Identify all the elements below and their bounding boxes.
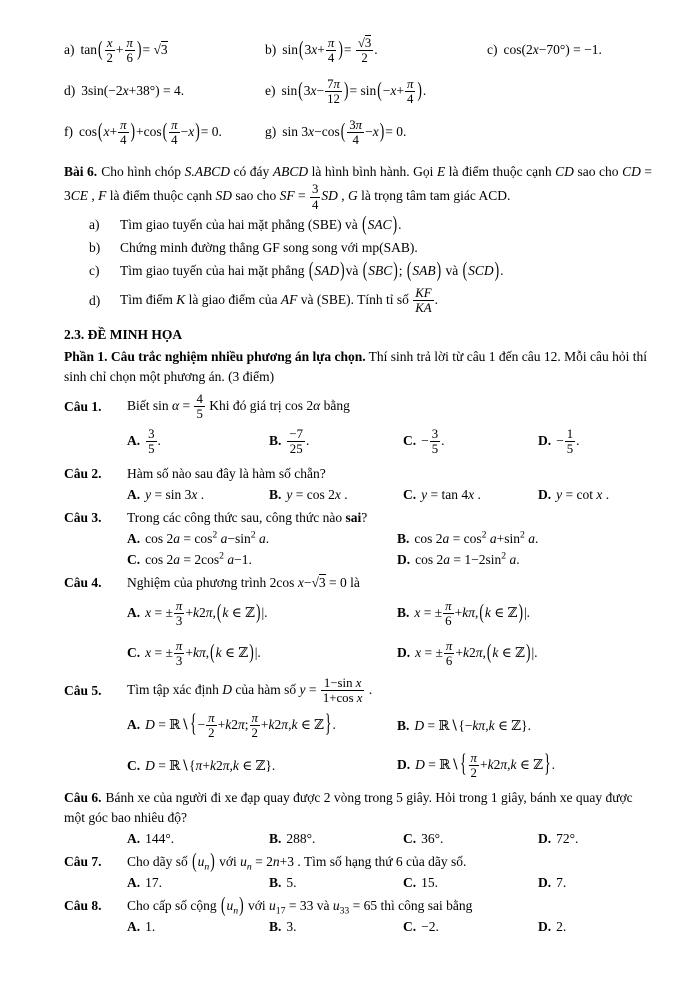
- option-value: $\frac{-7}{25}$ .: [289, 426, 310, 457]
- section-heading: 2.3. ĐỀ MINH HỌA: [64, 326, 183, 342]
- question-label: Câu 7.: [64, 853, 102, 869]
- subitem-label: b): [89, 240, 101, 256]
- option: [538, 427, 652, 457]
- option: [397, 599, 652, 629]
- equation-item: [265, 118, 487, 148]
- option-value: D = ℝ∖{−kπ,k ∈ ℤ}.: [414, 717, 532, 733]
- question: [64, 676, 652, 786]
- statement-text: Biết sin α = $\frac{4}{5}$ Khi đó giá trị cos 2α bằng: [127, 391, 350, 422]
- questions-section: [64, 392, 652, 938]
- option-label: B.: [269, 487, 282, 503]
- option: [269, 873, 403, 893]
- option-label: A.: [127, 830, 141, 846]
- option-label: A.: [127, 604, 141, 620]
- equation-row: [64, 112, 652, 153]
- equation-math: 3sin(−2x+38°) = 4.: [81, 83, 185, 99]
- option-value: 36°.: [421, 830, 444, 846]
- equation-label: c): [487, 42, 498, 58]
- option-value: 17.: [145, 874, 162, 890]
- option-label: C.: [403, 874, 417, 890]
- equation-row: [64, 71, 652, 112]
- option-label: D.: [538, 432, 552, 448]
- part-title: Phần 1. Câu trắc nghiệm nhiều phương án lựa chọn.: [64, 349, 366, 365]
- exercise-subitem: [64, 257, 652, 283]
- part-paragraph: [64, 347, 652, 388]
- option: [269, 917, 403, 937]
- option-value: $\cos 2a = 1-2\sin^2$ a.: [415, 550, 520, 568]
- equation-math: sin(3x+ $\frac{\pi}{4}$ )= $\frac{√3}{2}$ .: [282, 35, 378, 65]
- option: [127, 550, 397, 570]
- option-value: x = ± $\frac{\pi}{3}$ +kπ,(k ∈ ℤ)|.: [145, 638, 261, 669]
- question-statement: [64, 788, 652, 829]
- options-row: [64, 872, 652, 893]
- equation-item: [487, 40, 652, 60]
- options-row: [64, 594, 652, 634]
- subitem-label: d): [89, 292, 101, 308]
- option-value: − $\frac{1}{5}$ .: [556, 426, 580, 457]
- exercise-subitem: [64, 283, 652, 319]
- exercise6-text: Cho hình chóp S.ABCD có đáy ABCD là hình bình hành. Gọi E là điểm thuộc cạnh CD sao cho CD = 3CE , F là điểm thuộc cạnh SD sao cho SF = $\frac{3}{4}$ SD , G là trọng tâm tam giác ACD.: [64, 164, 652, 212]
- option-label: C.: [403, 830, 417, 846]
- option-label: C.: [127, 644, 141, 660]
- equation-row: [64, 30, 652, 71]
- statement-text: Cho cấp số cộng $(u_n)$ với $u_{17} = 33$ và $u_{33} = 65$ thì công sai bằng: [127, 891, 473, 917]
- option-value: 7.: [556, 874, 567, 890]
- options-row: [64, 422, 652, 462]
- option: [127, 873, 269, 893]
- options-row: [64, 746, 652, 786]
- option: [127, 599, 397, 629]
- question-label: Câu 1.: [64, 398, 102, 414]
- question: [64, 508, 652, 571]
- question-statement: [64, 676, 652, 706]
- option: [269, 485, 403, 505]
- option: [403, 873, 538, 893]
- equation-item: [265, 36, 487, 66]
- question-statement: [64, 847, 652, 873]
- option: [127, 529, 397, 549]
- options-row: [64, 828, 652, 849]
- option: [397, 748, 652, 781]
- option-value: 2.: [556, 918, 567, 934]
- option: [127, 427, 269, 457]
- question: [64, 573, 652, 674]
- equation-math: tan( $\frac{x}{2}$ + $\frac{\pi}{6}$ )= √3: [80, 35, 168, 65]
- option-value: 3.: [286, 918, 297, 934]
- option-value: y = tan 4x .: [421, 487, 481, 503]
- options-row: [64, 485, 652, 506]
- option-label: C.: [403, 918, 417, 934]
- option-value: 288°.: [286, 830, 316, 846]
- question-label: Câu 8.: [64, 897, 102, 913]
- option-label: D.: [538, 918, 552, 934]
- option-value: x = ± $\frac{\pi}{3}$ +k2π,(k ∈ ℤ)|.: [145, 598, 268, 629]
- subitem-text: Tìm điểm K là giao điểm của AF và (SBE). Tính tỉ số $\frac{KF}{KA}$ .: [120, 286, 438, 316]
- option-value: y = sin 3x .: [145, 487, 205, 503]
- option-value: $\cos 2a = 2\cos^2$ a−1.: [145, 550, 252, 568]
- option-value: $\cos 2a = \cos^2 a+\sin^2$ a.: [414, 529, 539, 547]
- options-row: [64, 916, 652, 937]
- equation-label: f): [64, 123, 73, 139]
- options-row: [64, 529, 652, 550]
- equation-math: cos(2x−70°) = −1.: [503, 42, 602, 58]
- equation-math: sin 3x−cos( $\frac{3\pi}{4}$ −x)= 0.: [282, 117, 407, 147]
- option-value: y = cos 2x .: [286, 487, 348, 503]
- option-label: D.: [397, 756, 411, 772]
- option-label: B.: [269, 874, 282, 890]
- question-statement: [64, 508, 652, 529]
- question-label: Câu 2.: [64, 466, 102, 482]
- exercise6: [64, 162, 652, 319]
- exercise6-items: [64, 211, 652, 319]
- question-label: Câu 6.: [64, 789, 102, 805]
- option-label: C.: [403, 487, 417, 503]
- option-label: A.: [127, 874, 141, 890]
- question: [64, 464, 652, 506]
- question-label: Câu 3.: [64, 510, 102, 526]
- question: [64, 788, 652, 850]
- equation-item: [64, 36, 265, 66]
- option: [269, 829, 403, 849]
- option-value: 1.: [145, 918, 156, 934]
- option: [397, 639, 652, 669]
- subitem-label: a): [89, 217, 100, 233]
- statement-text: Trong các công thức sau, công thức nào sai?: [127, 510, 368, 526]
- question-label: Câu 5.: [64, 682, 102, 698]
- option: [127, 485, 269, 505]
- exercise6-label: Bài 6.: [64, 164, 98, 179]
- question-statement: [64, 891, 652, 917]
- option: [538, 485, 652, 505]
- equation-label: e): [265, 82, 276, 98]
- option-label: B.: [397, 604, 410, 620]
- option: [397, 529, 652, 549]
- option: [538, 917, 652, 937]
- option-value: − $\frac{3}{5}$ .: [421, 426, 445, 457]
- equations-section: [64, 30, 652, 153]
- option: [538, 873, 652, 893]
- option: [397, 550, 652, 570]
- option-value: 144°.: [145, 830, 175, 846]
- option-value: $\frac{3}{5}$ .: [148, 426, 161, 457]
- option-value: −2.: [421, 918, 439, 934]
- option: [403, 427, 538, 457]
- exercise6-paragraph: [64, 162, 652, 212]
- option-label: C.: [403, 432, 417, 448]
- question-statement: [64, 464, 652, 485]
- option: [269, 427, 403, 457]
- question-statement: [64, 573, 652, 594]
- part-text: Thí sinh trả lời từ câu 1 đến câu 12. Mỗi câu hỏi thí sinh chỉ chọn một phương án. (3 điểm): [64, 349, 648, 385]
- option-label: B.: [397, 531, 410, 547]
- option-label: C.: [127, 552, 141, 568]
- equation-item: [64, 118, 265, 148]
- options-row: [64, 706, 652, 746]
- equation-label: d): [64, 83, 76, 99]
- option-label: A.: [127, 716, 141, 732]
- question: [64, 847, 652, 893]
- equation-label: b): [265, 41, 277, 57]
- option-value: x = ± $\frac{\pi}{6}$ +k2π,(k ∈ ℤ)|.: [415, 638, 538, 669]
- option-label: D.: [397, 552, 411, 568]
- statement-text: Cho dãy số $(u_n)$ với $u_n = 2n+3$ . Tìm số hạng thứ 6 của dãy số.: [127, 847, 467, 873]
- option-value: 5.: [286, 874, 297, 890]
- option-value: D = ℝ∖{ $\frac{\pi}{2}$ +k2π,k ∈ ℤ}.: [415, 748, 555, 781]
- subitem-label: c): [89, 263, 100, 279]
- question: [64, 392, 652, 462]
- question-label: Câu 4.: [64, 575, 102, 591]
- exercise-subitem: [64, 211, 652, 237]
- option: [403, 485, 538, 505]
- option-label: B.: [269, 918, 282, 934]
- equation-math: cos(x+ $\frac{\pi}{4}$ )+cos( $\frac{\pi}{4}$ −x)= 0.: [79, 117, 222, 147]
- option-value: 15.: [421, 874, 438, 890]
- statement-text: Nghiệm của phương trình 2cos x−√3 = 0 là: [127, 575, 360, 591]
- option: [127, 829, 269, 849]
- equation-item: [265, 77, 487, 107]
- option-label: A.: [127, 918, 141, 934]
- question: [64, 891, 652, 937]
- option-label: D.: [538, 487, 552, 503]
- subitem-text: Tìm giao tuyến của hai mặt phẳng (SBE) và (SAC).: [120, 211, 402, 236]
- option: [403, 917, 538, 937]
- option: [403, 829, 538, 849]
- option-label: A.: [127, 531, 141, 547]
- option: [127, 639, 397, 669]
- option-value: 72°.: [556, 830, 579, 846]
- option-value: y = cot x .: [556, 487, 610, 503]
- option-label: B.: [269, 432, 282, 448]
- exercise-subitem: [64, 237, 652, 260]
- option-label: D.: [397, 644, 411, 660]
- equation-math: sin(3x− $\frac{7\pi}{12}$ )= sin(−x+ $\frac{\pi}{4}$ ).: [281, 76, 427, 106]
- equation-label: g): [265, 123, 277, 139]
- statement-text: Tìm tập xác định D của hàm số y = $\frac{\text{1−sin x}}{\text{1+cos x}}$ .: [127, 675, 373, 706]
- statement-text: Hàm số nào sau đây là hàm số chẵn?: [127, 466, 326, 482]
- question-statement: [64, 392, 652, 422]
- option: [127, 708, 397, 741]
- option: [127, 756, 397, 776]
- options-row: [64, 550, 652, 571]
- statement-text: Bánh xe của người đi xe đạp quay được 2 vòng trong 5 giây. Hỏi trong 1 giây, bánh xe quay được một góc bao nhiêu độ?: [64, 789, 633, 825]
- option-label: A.: [127, 432, 141, 448]
- option-value: D = ℝ∖{− $\frac{\pi}{2}$ +k2π; $\frac{\pi}{2}$ +k2π,k ∈ ℤ}.: [145, 708, 336, 741]
- option-label: B.: [397, 717, 410, 733]
- option-label: C.: [127, 757, 141, 773]
- options-row: [64, 634, 652, 674]
- option-label: D.: [538, 874, 552, 890]
- option-value: $\cos 2a = \cos^2 a-\sin^2$ a.: [145, 529, 270, 547]
- option-value: x = ± $\frac{\pi}{6}$ +kπ,(k ∈ ℤ)|.: [414, 598, 531, 629]
- equation-item: [64, 81, 265, 101]
- option-label: B.: [269, 830, 282, 846]
- subitem-text: Chứng minh đường thẳng GF song song với mp(SAB).: [120, 240, 418, 256]
- option-value: D = ℝ∖{π+k2π,k ∈ ℤ}.: [145, 757, 276, 773]
- option: [538, 829, 652, 849]
- option-label: D.: [538, 830, 552, 846]
- option: [127, 917, 269, 937]
- subitem-text: Tìm giao tuyến của hai mặt phẳng (SAD)và (SBC); (SAB) và (SCD).: [120, 257, 504, 282]
- option-label: A.: [127, 487, 141, 503]
- option: [397, 716, 652, 736]
- equation-label: a): [64, 41, 75, 57]
